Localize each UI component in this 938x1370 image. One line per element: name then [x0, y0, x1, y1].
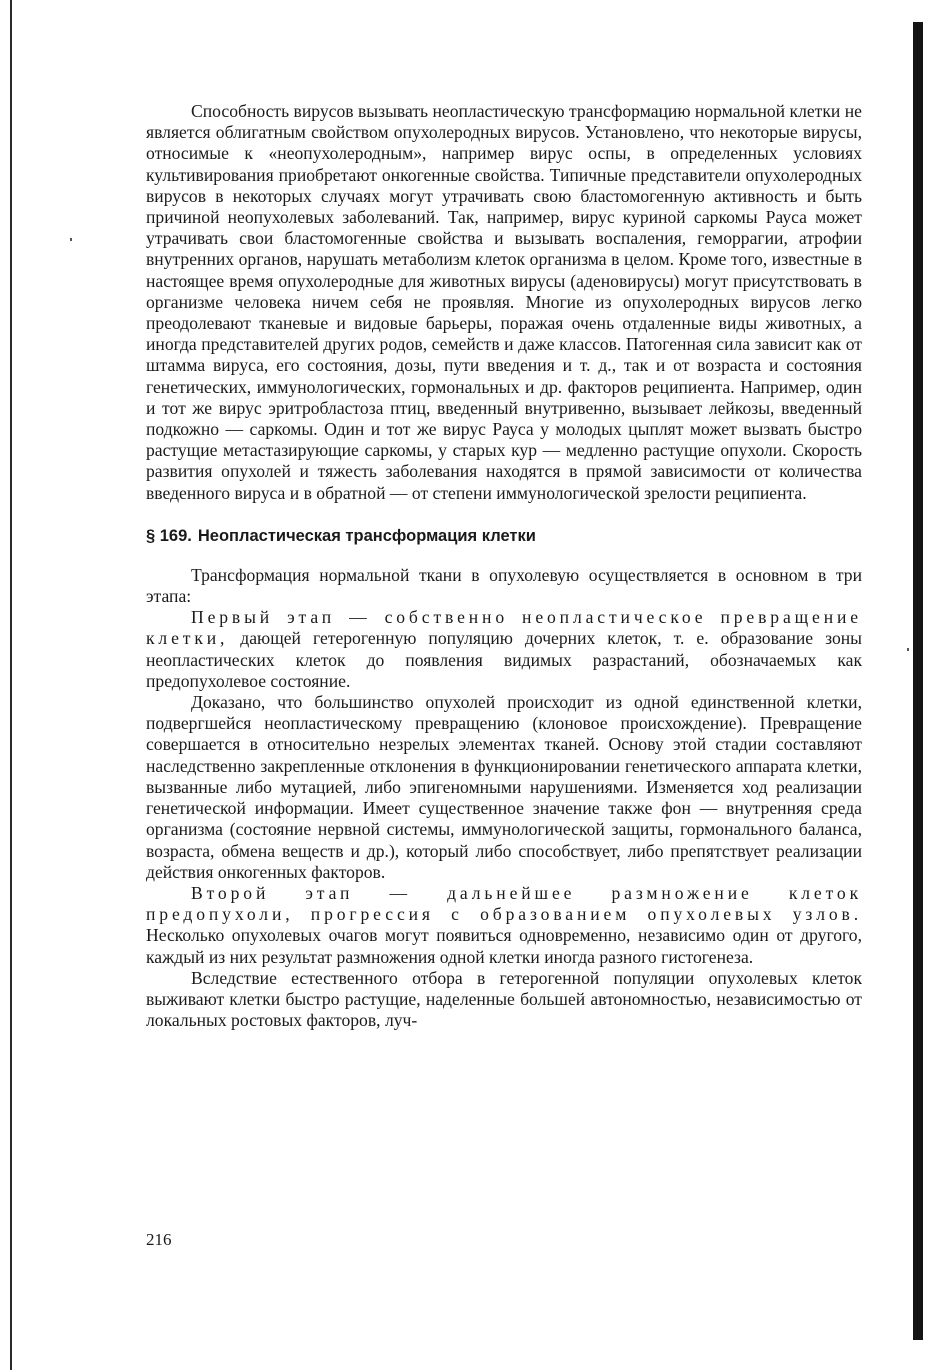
section-title: Неопластическая трансформация клетки — [197, 526, 536, 545]
paragraph-stage-1-detail: Доказано, что большинство опухолей происходит из одной единственной клетки, подвергшейся неопластическому превращению (клоновое происхождение). Превращение совершается в относительно незрелых элементах тканей. Основу этой стадии составляют наследственно закрепленные отклонения в функционировании генетического аппарата клетки, вызванные либо мутацией, либо эпигеномными нарушениями. Изменяется ход реализации генетической информации. Имеет существенное значение также фон — внутренняя среда организма (состояние нервной системы, иммунологической защиты, гормонального баланса, возраста, обмена веществ и др.), который либо способствует, либо препятствует реализации действия онкогенных факторов. — [146, 692, 862, 882]
stage-2-text: Несколько опухолевых очагов могут появиться одновременно, независимо один от другого, каждый из них результат размножения одной клетки иногда разного гистогенеза. — [146, 925, 862, 967]
scan-edge-right — [913, 22, 923, 1340]
scan-edge-left — [10, 0, 12, 1370]
scan-speck — [70, 238, 72, 241]
section-heading — [146, 526, 862, 547]
paragraph-selection: Вследствие естественного отбора в гетерогенной популяции опухолевых клеток выживают клетки быстро растущие, наделенные большей автономностью, независимостью от локальных ростовых факторов, луч- — [146, 967, 862, 1031]
paragraph-intro: Трансформация нормальной ткани в опухолевую осуществляется в основном в три этапа: — [146, 564, 862, 607]
paragraph-stage-2 — [146, 883, 862, 968]
section-number: § 169. — [146, 526, 192, 545]
stage-2-title: Второй этап — дальнейшее размножение клеток предопухоли, прогрессия с образованием опухолевых узлов. — [146, 882, 862, 925]
paragraph-stage-1 — [146, 607, 862, 692]
scan-speck — [907, 648, 909, 651]
stage-1-text: дающей гетерогенную популяцию дочерних клеток, т. е. образование зоны неопластических клеток до появления видимых разрастаний, обозначаемых как предопухолевое состояние. — [146, 628, 862, 691]
body-text — [146, 101, 862, 1031]
stage-1-title: Первый этап — собственно неопластическое превращение клетки, — [146, 607, 862, 649]
paragraph-oncogenic-viruses: Способность вирусов вызывать неопластическую трансформацию нормальной клетки не является облигатным свойством опухолеродных вирусов. Установлено, что некоторые вирусы, относимые к «неопухолеродным», например вирус оспы, в определенных условиях культивирования приобретают онкогенные свойства. Типичные представители опухолеродных вирусов в некоторых случаях могут утрачивать свою бластомогенную активность и быть причиной неопухолевых заболеваний. Так, например, вирус куриной саркомы Рауса может утрачивать свои бластомогенные свойства и вызывать воспаления, геморрагии, атрофии внутренних органов, нарушать метаболизм клеток организма в целом. Кроме того, известные в настоящее время опухолеродные для животных вирусы (аденовирусы) могут присутствовать в организме человека ничем себя не проявляя. Многие из опухолеродных вирусов легко преодолевают тканевые и видовые барьеры, поражая очень отдаленные виды животных, а иногда представителей других родов, семейств и даже классов. Патогенная сила зависит как от штамма вируса, его состояния, дозы, пути введения и т. д., так и от возраста и состояния генетических, иммунологических, гормональных и др. факторов реципиента. Например, один и тот же вирус эритробластоза птиц, введенный внутривенно, вызывает лейкозы, введенный подкожно — саркомы. Один и тот же вирус Рауса у молодых цыплят может вызвать быстро растущие метастазирующие саркомы, у старых кур — медленно растущие опухоли. Скорость развития опухолей и тяжесть заболевания находятся в прямой зависимости от количества введенного вируса и в обратной — от степени иммунологической зрелости реципиента. — [146, 101, 862, 503]
page-number: 216 — [146, 1230, 172, 1249]
